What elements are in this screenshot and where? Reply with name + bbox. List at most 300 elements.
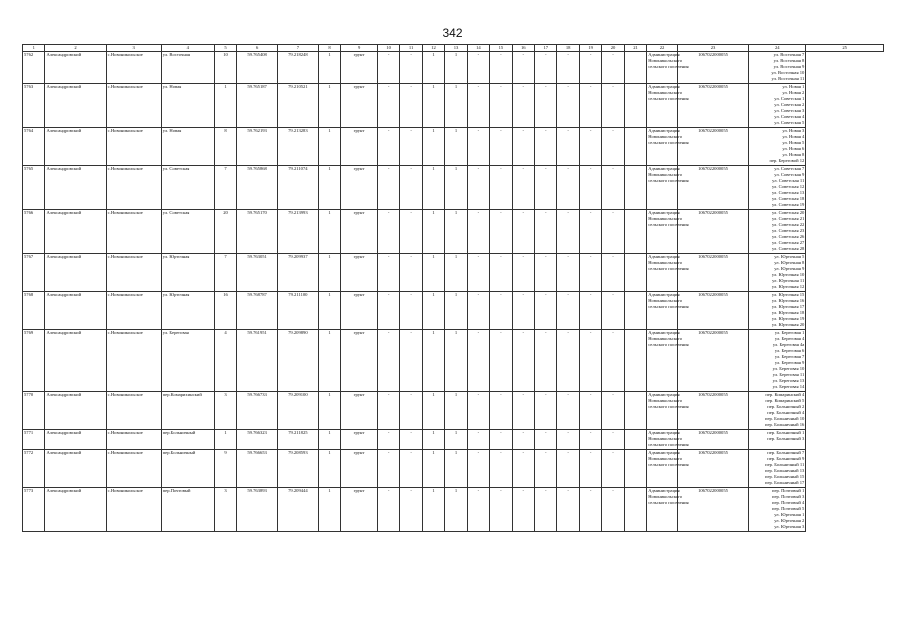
cell-c17: -	[535, 254, 557, 292]
cell-ogrn: 1067022000055	[677, 84, 748, 128]
address-line: ул. Береговая 4	[774, 336, 805, 341]
address-line: ул. Советская 7	[774, 166, 805, 171]
cell-lon: 79.211100	[278, 292, 319, 330]
cell-c11: -	[400, 488, 422, 532]
cell-addresses	[749, 488, 806, 532]
address-line: ул. Береговая 14	[772, 384, 805, 389]
column-header: 8	[318, 45, 340, 52]
cell-c18: -	[557, 84, 579, 128]
cell-addresses	[749, 84, 806, 128]
table-row	[23, 128, 884, 166]
cell-c15: -	[490, 292, 512, 330]
cell-owner	[647, 52, 689, 84]
cell-c13: 1	[445, 210, 467, 254]
cell-c20: -	[602, 166, 624, 210]
cell-village: с.Новоникольское	[106, 166, 161, 210]
cell-count: 1	[318, 392, 340, 430]
cell-count: 1	[318, 166, 340, 210]
cell-c14: -	[467, 292, 489, 330]
address-line: пер. Больничный 4	[767, 410, 805, 415]
address-line: ул. Юрточная 19	[771, 316, 805, 321]
owner-line: Новоникольского	[648, 58, 683, 63]
cell-c20: -	[602, 488, 624, 532]
cell-c10: -	[377, 330, 399, 392]
cell-type: грунт	[341, 450, 378, 488]
address-line: ул. Юрточная 15	[771, 292, 805, 297]
address-line: ул. Советская 28	[771, 246, 805, 251]
cell-district: Александровский	[45, 128, 106, 166]
cell-ogrn: 1067022000055	[677, 254, 748, 292]
cell-c10: -	[377, 254, 399, 292]
address-line: ул. Новая 8	[782, 152, 805, 157]
cell-lat: 59.766323	[237, 430, 278, 450]
owner-line: Администрация	[648, 430, 680, 435]
cell-c15: -	[490, 254, 512, 292]
owner-line: сельского поселения	[648, 96, 689, 101]
cell-c16: -	[512, 166, 534, 210]
owner-line: Администрация	[648, 210, 680, 215]
cell-district: Александровский	[45, 292, 106, 330]
cell-c11: -	[400, 450, 422, 488]
column-header: 19	[579, 45, 601, 52]
address-line: ул. Юрточная 8	[774, 260, 805, 265]
cell-ogrn: 1067022000055	[677, 488, 748, 532]
cell-owner	[647, 210, 689, 254]
cell-addresses	[749, 450, 806, 488]
cell-c20: -	[602, 392, 624, 430]
cell-c17: -	[535, 330, 557, 392]
owner-line: сельского поселения	[648, 462, 689, 467]
cell-empty	[624, 210, 646, 254]
address-line: пер. Больничный 13	[765, 468, 805, 473]
table-row	[23, 254, 884, 292]
address-line: пер. Больничный 7	[767, 450, 805, 455]
cell-street: пер.Комарихинский	[161, 392, 214, 430]
cell-c19: -	[579, 392, 601, 430]
cell-c16: -	[512, 488, 534, 532]
cell-c14: -	[467, 430, 489, 450]
table-row	[23, 392, 884, 430]
owner-line: сельского поселения	[648, 442, 689, 447]
address-line: пер. Больничный 1	[767, 430, 805, 435]
cell-c15: -	[490, 52, 512, 84]
address-line: ул. Советская 13	[771, 190, 805, 195]
cell-c14: -	[467, 84, 489, 128]
cell-lat: 59.765868	[237, 166, 278, 210]
cell-street: ул. Советская	[161, 166, 214, 210]
cell-addresses	[749, 392, 806, 430]
cell-district: Александровский	[45, 52, 106, 84]
cell-c12: 1	[422, 210, 444, 254]
cell-count: 1	[318, 292, 340, 330]
column-header: 10	[377, 45, 399, 52]
column-header: 7	[278, 45, 319, 52]
cell-lon: 79.210521	[278, 84, 319, 128]
cell-addresses	[749, 128, 806, 166]
cell-c20: -	[602, 292, 624, 330]
cell-lon: 79.209890	[278, 330, 319, 392]
cell-house: 1	[214, 430, 236, 450]
cell-c17: -	[535, 392, 557, 430]
address-line: ул. Советская 19	[771, 202, 805, 207]
cell-type: грунт	[341, 330, 378, 392]
cell-owner	[647, 488, 689, 532]
cell-owner	[647, 84, 689, 128]
address-line: пер. Почтовый 3	[772, 494, 805, 499]
cell-addresses	[749, 254, 806, 292]
cell-c12: 1	[422, 84, 444, 128]
address-line: ул. Восточная 10	[771, 70, 805, 75]
address-line: ул. Восточная 9	[773, 64, 805, 69]
cell-type: грунт	[341, 430, 378, 450]
cell-type: грунт	[341, 52, 378, 84]
cell-lat: 59.766653	[237, 450, 278, 488]
owner-line: Новоникольского	[648, 456, 683, 461]
table-row	[23, 52, 884, 84]
cell-empty	[624, 166, 646, 210]
column-header: 9	[341, 45, 378, 52]
cell-c11: -	[400, 430, 422, 450]
cell-village: с.Новоникольское	[106, 450, 161, 488]
cell-c19: -	[579, 292, 601, 330]
cell-c10: -	[377, 128, 399, 166]
cell-owner	[647, 254, 689, 292]
address-line: ул. Береговая 4а	[772, 342, 805, 347]
cell-c18: -	[557, 128, 579, 166]
cell-c19: -	[579, 210, 601, 254]
cell-village: с.Новоникольское	[106, 488, 161, 532]
address-line: ул. Советская 20	[771, 210, 805, 215]
cell-c20: -	[602, 52, 624, 84]
cell-type: грунт	[341, 488, 378, 532]
cell-c18: -	[557, 392, 579, 430]
cell-c19: -	[579, 128, 601, 166]
cell-house: 3	[214, 392, 236, 430]
owner-line: сельского поселения	[648, 304, 689, 309]
cell-c10: -	[377, 430, 399, 450]
cell-type: грунт	[341, 392, 378, 430]
cell-lat: 59.768787	[237, 292, 278, 330]
address-line: ул. Юрточная 17	[771, 304, 805, 309]
cell-c20: -	[602, 330, 624, 392]
cell-c12: 1	[422, 166, 444, 210]
cell-lon: 79.208593	[278, 450, 319, 488]
address-line: ул. Новая 5	[782, 140, 805, 145]
cell-lat: 59.765408	[237, 52, 278, 84]
cell-c12: 1	[422, 254, 444, 292]
page-number: 342	[442, 26, 463, 40]
cell-empty	[624, 254, 646, 292]
cell-village: с.Новоникольское	[106, 210, 161, 254]
address-line: ул. Советская 27	[771, 240, 805, 245]
owner-line: сельского поселения	[648, 266, 689, 271]
cell-c12: 1	[422, 330, 444, 392]
cell-lat: 59.763893	[237, 488, 278, 532]
cell-type: грунт	[341, 292, 378, 330]
column-header: 11	[400, 45, 422, 52]
cell-c18: -	[557, 488, 579, 532]
address-line: ул. Советская 2	[774, 102, 805, 107]
cell-c12: 1	[422, 450, 444, 488]
cell-street: ул. Восточная	[161, 52, 214, 84]
owner-line: Новоникольского	[648, 172, 683, 177]
cell-c19: -	[579, 450, 601, 488]
address-line: ул. Береговая 9	[774, 360, 805, 365]
cell-addresses	[749, 210, 806, 254]
address-line: ул. Береговая 10	[772, 366, 805, 371]
cell-lon: 79.209444	[278, 488, 319, 532]
column-header: 4	[161, 45, 214, 52]
cell-c17: -	[535, 292, 557, 330]
cell-addresses	[749, 430, 806, 450]
cell-count: 1	[318, 254, 340, 292]
cell-house: 20	[214, 210, 236, 254]
cell-count: 1	[318, 52, 340, 84]
cell-c15: -	[490, 430, 512, 450]
cell-c11: -	[400, 128, 422, 166]
cell-ogrn: 1067022000055	[677, 166, 748, 210]
cell-c20: -	[602, 450, 624, 488]
cell-type: грунт	[341, 254, 378, 292]
cell-ogrn: 1067022000055	[677, 210, 748, 254]
cell-ogrn: 1067022000055	[677, 330, 748, 392]
cell-district: Александровский	[45, 84, 106, 128]
cell-id: 5762	[23, 52, 45, 84]
owner-line: Администрация	[648, 450, 680, 455]
cell-empty	[624, 392, 646, 430]
cell-c15: -	[490, 210, 512, 254]
cell-c17: -	[535, 166, 557, 210]
owner-line: Администрация	[648, 128, 680, 133]
address-line: пер. Комаринский 4	[765, 392, 805, 397]
owner-line: сельского поселения	[648, 500, 689, 505]
cell-c14: -	[467, 330, 489, 392]
cell-type: грунт	[341, 210, 378, 254]
cell-district: Александровский	[45, 330, 106, 392]
column-header: 20	[602, 45, 624, 52]
cell-district: Александровский	[45, 166, 106, 210]
cell-owner	[647, 166, 689, 210]
cell-street: ул. Новая	[161, 128, 214, 166]
cell-type: грунт	[341, 128, 378, 166]
table-row	[23, 330, 884, 392]
cell-c13: 1	[445, 488, 467, 532]
cell-c13: 1	[445, 292, 467, 330]
cell-id: 5771	[23, 430, 45, 450]
cell-ogrn: 1067022000055	[677, 392, 748, 430]
address-line: ул. Советская 4	[774, 114, 805, 119]
cell-c13: 1	[445, 392, 467, 430]
cell-street: ул. Новая	[161, 84, 214, 128]
address-line: ул. Новая 3	[782, 128, 805, 133]
cell-c17: -	[535, 52, 557, 84]
address-line: пер. Больничный 10	[765, 416, 805, 421]
cell-c11: -	[400, 166, 422, 210]
address-line: ул. Береговая 13	[772, 378, 805, 383]
owner-line: Новоникольского	[648, 436, 683, 441]
cell-village: с.Новоникольское	[106, 128, 161, 166]
address-line: ул. Советская 11	[772, 178, 805, 183]
cell-house: 9	[214, 450, 236, 488]
address-line: ул. Новая 2	[782, 90, 805, 95]
cell-c15: -	[490, 488, 512, 532]
cell-empty	[624, 128, 646, 166]
cell-village: с.Новоникольское	[106, 52, 161, 84]
address-line: ул. Юрточная 12	[771, 284, 805, 289]
cell-street: ул. Юрточная	[161, 292, 214, 330]
cell-id: 5772	[23, 450, 45, 488]
cell-c13: 1	[445, 128, 467, 166]
cell-c10: -	[377, 450, 399, 488]
cell-c14: -	[467, 166, 489, 210]
column-header: 6	[237, 45, 278, 52]
cell-c10: -	[377, 166, 399, 210]
cell-lon: 79.211074	[278, 166, 319, 210]
address-line: пер. Больничный 2	[767, 404, 805, 409]
cell-c14: -	[467, 488, 489, 532]
owner-line: Новоникольского	[648, 494, 683, 499]
cell-c20: -	[602, 84, 624, 128]
cell-c18: -	[557, 52, 579, 84]
cell-c11: -	[400, 52, 422, 84]
address-line: ул. Восточная 8	[773, 58, 805, 63]
owner-line: Администрация	[648, 292, 680, 297]
cell-id: 5766	[23, 210, 45, 254]
cell-count: 1	[318, 488, 340, 532]
owner-line: сельского поселения	[648, 64, 689, 69]
cell-c20: -	[602, 254, 624, 292]
column-header: 12	[422, 45, 444, 52]
owner-line: Новоникольского	[648, 134, 683, 139]
address-line: ул. Береговая 1	[774, 330, 805, 335]
cell-c13: 1	[445, 450, 467, 488]
header-row	[23, 45, 884, 52]
address-line: пер. Больничный 15	[765, 474, 805, 479]
registry-table	[22, 44, 884, 532]
cell-c13: 1	[445, 254, 467, 292]
address-line: пер. Комаринский 5	[765, 398, 805, 403]
owner-line: Новоникольского	[648, 398, 683, 403]
cell-count: 1	[318, 430, 340, 450]
address-line: пер. Береговой 12	[769, 158, 805, 163]
column-header: 14	[467, 45, 489, 52]
address-line: ул. Юрточная 5	[774, 254, 805, 259]
address-line: ул. Восточная 7	[773, 52, 805, 57]
cell-empty	[624, 488, 646, 532]
cell-lon: 79.209100	[278, 392, 319, 430]
cell-street: пер.Почтовый	[161, 488, 214, 532]
table-row	[23, 166, 884, 210]
cell-c17: -	[535, 210, 557, 254]
cell-type: грунт	[341, 166, 378, 210]
column-header: 17	[535, 45, 557, 52]
cell-empty	[624, 52, 646, 84]
table-row	[23, 450, 884, 488]
cell-house: 1	[214, 84, 236, 128]
cell-ogrn: 1067022000055	[677, 450, 748, 488]
cell-c10: -	[377, 210, 399, 254]
cell-c15: -	[490, 128, 512, 166]
address-line: пер. Почтовый 4	[772, 500, 805, 505]
cell-count: 1	[318, 450, 340, 488]
cell-c19: -	[579, 430, 601, 450]
cell-lat: 59.766733	[237, 392, 278, 430]
cell-house: 8	[214, 128, 236, 166]
owner-line: сельского поселения	[648, 140, 689, 145]
address-line: ул. Юрточная 18	[771, 310, 805, 315]
cell-house: 4	[214, 330, 236, 392]
cell-c12: 1	[422, 392, 444, 430]
address-line: ул. Новая 1	[782, 84, 805, 89]
cell-c17: -	[535, 430, 557, 450]
cell-lon: 79.213993	[278, 210, 319, 254]
cell-c18: -	[557, 254, 579, 292]
cell-c18: -	[557, 330, 579, 392]
cell-id: 5773	[23, 488, 45, 532]
cell-c17: -	[535, 128, 557, 166]
cell-c11: -	[400, 84, 422, 128]
cell-owner	[647, 450, 689, 488]
table-row	[23, 430, 884, 450]
address-line: пер. Больничный 9	[767, 456, 805, 461]
cell-c14: -	[467, 450, 489, 488]
address-line: ул. Новая 6	[782, 146, 805, 151]
cell-c20: -	[602, 128, 624, 166]
owner-line: сельского поселения	[648, 342, 689, 347]
cell-c10: -	[377, 52, 399, 84]
cell-village: с.Новоникольское	[106, 330, 161, 392]
cell-c11: -	[400, 254, 422, 292]
cell-district: Александровский	[45, 392, 106, 430]
cell-street: пер.Больничный	[161, 430, 214, 450]
cell-lat: 59.765170	[237, 210, 278, 254]
cell-c19: -	[579, 488, 601, 532]
cell-id: 5769	[23, 330, 45, 392]
cell-c16: -	[512, 210, 534, 254]
cell-c10: -	[377, 488, 399, 532]
cell-id: 5765	[23, 166, 45, 210]
cell-c15: -	[490, 330, 512, 392]
cell-village: с.Новоникольское	[106, 84, 161, 128]
cell-c19: -	[579, 52, 601, 84]
cell-lat: 59.763051	[237, 254, 278, 292]
cell-c13: 1	[445, 166, 467, 210]
cell-house: 7	[214, 166, 236, 210]
column-header: 13	[445, 45, 467, 52]
cell-c16: -	[512, 84, 534, 128]
address-line: пер. Больничный 17	[765, 480, 805, 485]
cell-id: 5763	[23, 84, 45, 128]
cell-addresses	[749, 292, 806, 330]
address-line: ул. Советская 18	[771, 196, 805, 201]
cell-count: 1	[318, 330, 340, 392]
address-line: ул. Советская 9	[774, 172, 805, 177]
cell-owner	[647, 128, 689, 166]
cell-owner	[647, 292, 689, 330]
owner-line: Новоникольского	[648, 216, 683, 221]
cell-c16: -	[512, 450, 534, 488]
address-line: ул. Береговая 7	[774, 354, 805, 359]
address-line: ул. Юрточная 1	[774, 512, 805, 517]
address-line: ул. Береговая 11	[772, 372, 805, 377]
cell-c15: -	[490, 166, 512, 210]
cell-id: 5770	[23, 392, 45, 430]
address-line: ул. Советская 5	[774, 120, 805, 125]
cell-c11: -	[400, 330, 422, 392]
cell-c19: -	[579, 254, 601, 292]
table-row	[23, 210, 884, 254]
cell-c14: -	[467, 52, 489, 84]
